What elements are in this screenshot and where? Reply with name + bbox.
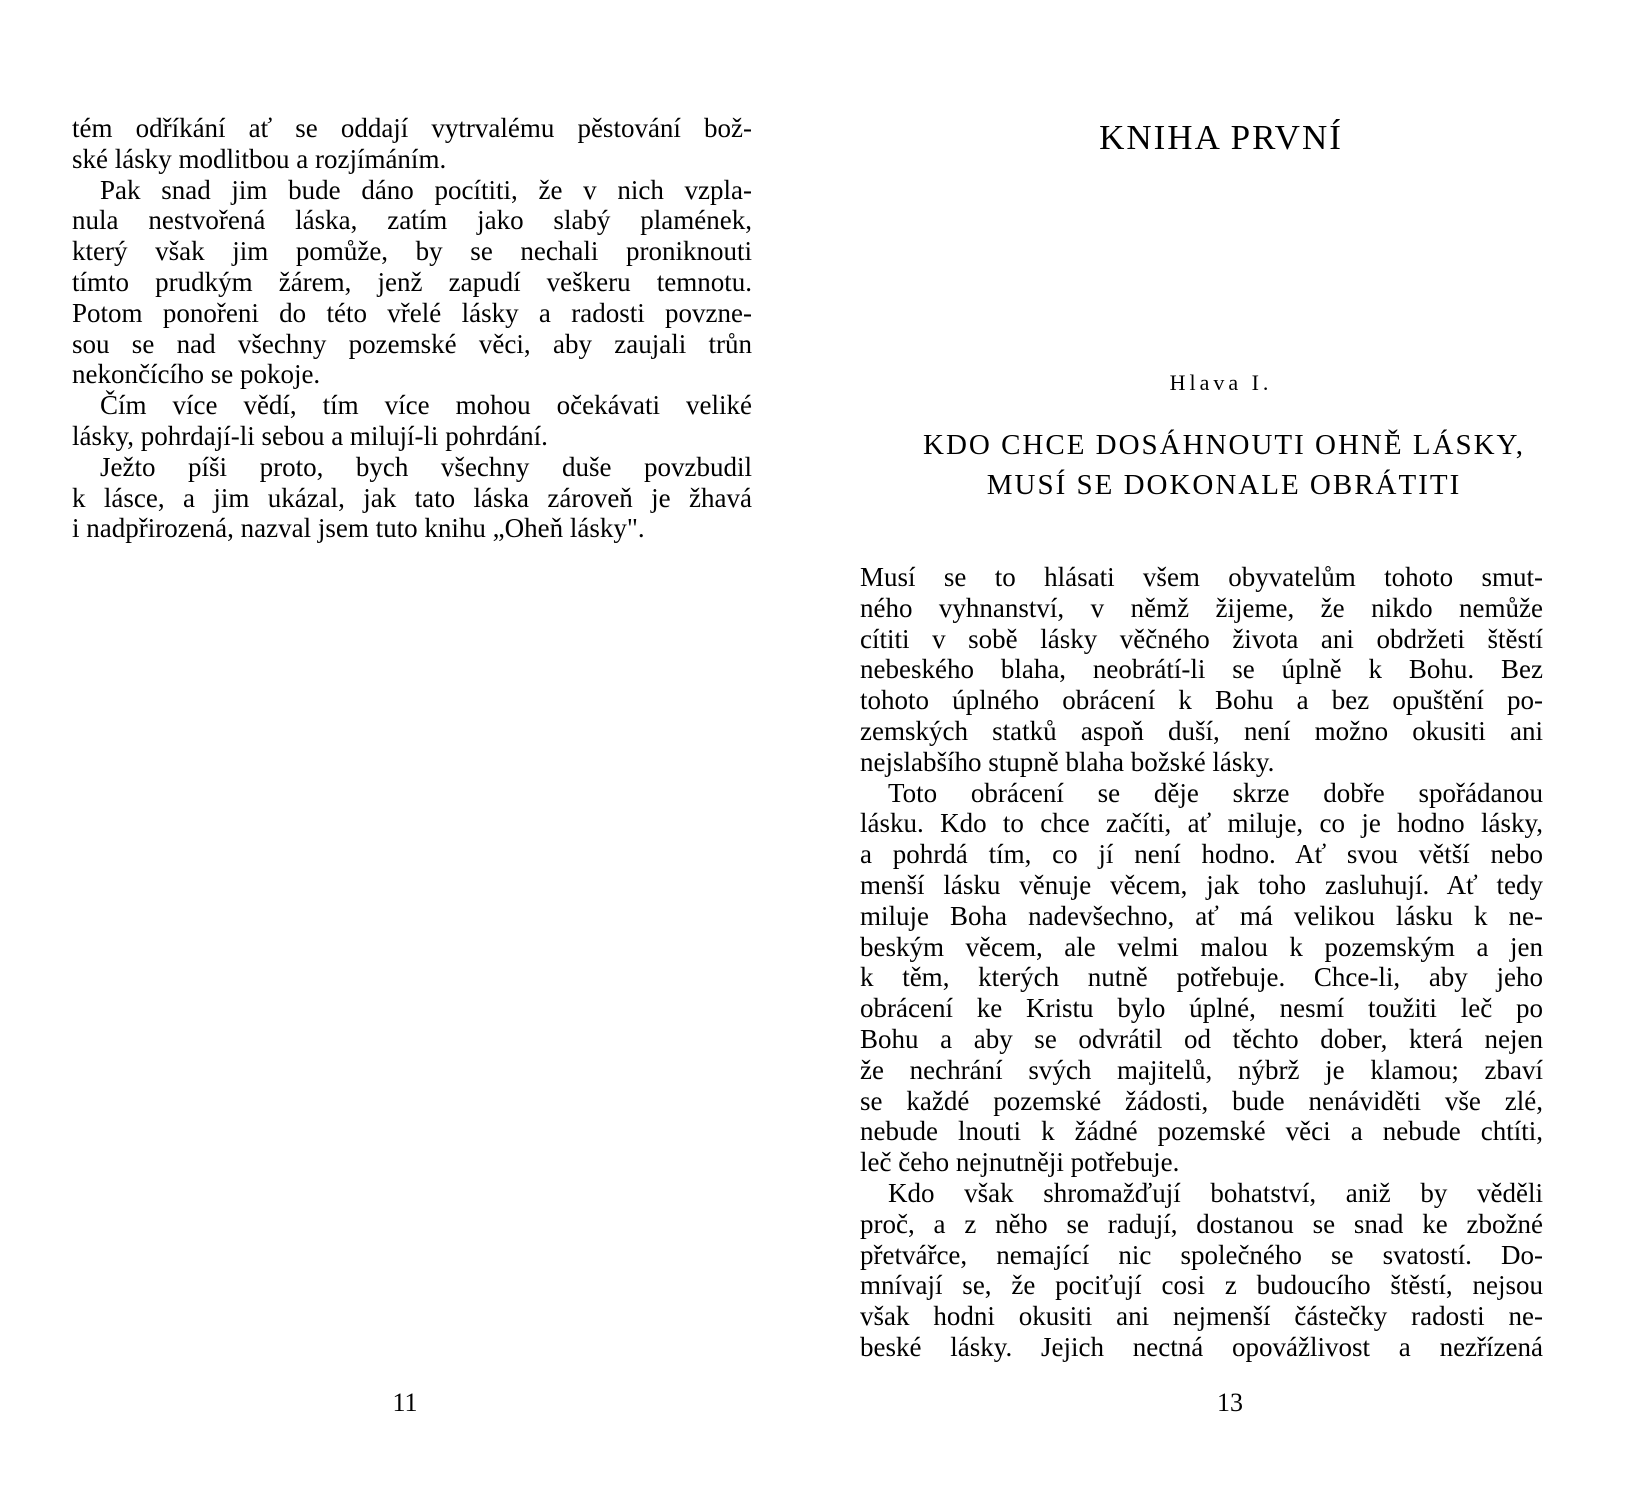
text-line: se každé pozemské žádosti, bude nenáviděti vše zlé,: [860, 1085, 1543, 1116]
text-line: který však jim pomůže, by se nechali proniknouti: [72, 236, 752, 267]
text-line: cítiti v sobě lásky věčného života ani obdržeti štěstí: [860, 623, 1543, 654]
text-line: Potom ponořeni do této vřelé lásky a radosti povzne-: [72, 297, 752, 328]
text-line: Musí se to hlásati všem obyvatelům tohoto smut-: [860, 562, 1543, 592]
text-line: mnívají se, že pociťují cosi z budoucího štěstí, nejsou: [860, 1270, 1543, 1301]
chapter-label: Hlava I.: [1169, 370, 1273, 395]
text-line: sou se nad všechny pozemské věci, aby zaujali trůn: [72, 328, 752, 359]
text-line: ské lásky modlitbou a rozjímáním.: [72, 143, 447, 174]
text-line: Kdo však shromažďují bohatství, aniž by věděli: [888, 1177, 1543, 1208]
chapter-title-line: KDO CHCE DOSÁHNOUTI OHNĚ LÁSKY,: [923, 429, 1525, 461]
text-line: zemských statků aspoň duší, není možno okusiti ani: [860, 715, 1543, 746]
text-line: nebeského blaha, neobrátí-li se úplně k Bohu. Bez: [860, 654, 1543, 685]
text-line: Bohu a aby se odvrátil od těchto dober, která nejen: [860, 1023, 1543, 1054]
text-line: přetvářce, nemající nic společného se svatostí. Do-: [860, 1239, 1543, 1270]
text-line: nebude lnouti k žádné pozemské věci a nebude chtíti,: [860, 1116, 1543, 1147]
text-line: nejslabšího stupně blaha božské lásky.: [860, 746, 1275, 777]
book-title: KNIHA PRVNÍ: [1099, 118, 1343, 157]
text-line: Ježto píši proto, bych všechny duše povzbudil: [100, 451, 752, 482]
text-line: ného vyhnanství, v němž žijeme, že nikdo nemůže: [860, 592, 1543, 623]
right-page-text: [860, 562, 1543, 1363]
chapter-title-line: MUSÍ SE DOKONALE OBRÁTITI: [986, 469, 1462, 501]
text-line: Pak snad jim bude dáno pocítiti, že v nich vzpla-: [100, 174, 752, 205]
text-line: lásku. Kdo to chce začíti, ať miluje, co je hodno lásky,: [860, 808, 1543, 839]
text-line: tímto prudkým žárem, jenž zapudí veškeru temnotu.: [72, 266, 752, 297]
text-line: beským věcem, ale velmi malou k pozemským a jen: [860, 931, 1543, 962]
text-line: leč čeho nejnutněji potřebuje.: [860, 1147, 1180, 1178]
text-line: Toto obrácení se děje skrze dobře spořádanou: [888, 777, 1543, 808]
text-line: Čím více vědí, tím více mohou očekávati veliké: [100, 390, 752, 421]
text-line: miluje Boha nadevšechno, ať má velikou lásku k ne-: [860, 900, 1543, 931]
right-page: [814, 0, 1628, 1500]
text-line: že nechrání svých majitelů, nýbrž je klamou; zbaví: [860, 1054, 1543, 1085]
chapter-title: [854, 425, 1594, 505]
text-line: k lásce, a jim ukázal, jak tato láska zároveň je žhavá: [72, 482, 752, 513]
text-line: tohoto úplného obrácení k Bohu a bez opuštění po-: [860, 685, 1543, 716]
text-line: menší lásku věnuje věcem, jak toho zasluhují. Ať tedy: [860, 869, 1543, 900]
page-number-left: 11: [392, 1388, 418, 1417]
text-line: a pohrdá tím, co jí není hodno. Ať svou větší nebo: [860, 839, 1543, 870]
text-line: lásky, pohrdají-li sebou a milují-li pohrdání.: [72, 420, 548, 451]
text-line: i nadpřirozená, nazval jsem tuto knihu „Oheň lásky".: [72, 513, 645, 544]
text-line: nula nestvořená láska, zatím jako slabý plamének,: [72, 205, 752, 236]
text-line: beské lásky. Jejich nectná opovážlivost a nezřízená: [860, 1331, 1543, 1362]
text-line: tém odříkání ať se oddají vytrvalému pěstování bož-: [72, 113, 752, 143]
text-line: obrácení ke Kristu bylo úplné, nesmí toužiti leč po: [860, 993, 1543, 1024]
text-line: k těm, kterých nutně potřebuje. Chce-li, aby jeho: [860, 962, 1543, 993]
page-number-right: 13: [1217, 1388, 1243, 1417]
text-line: však hodni okusiti ani nejmenší částečky radosti ne-: [860, 1301, 1543, 1332]
text-line: proč, a z něho se radují, dostanou se snad ke zbožné: [860, 1208, 1543, 1239]
left-page-text: [72, 113, 752, 544]
text-line: nekončícího se pokoje.: [72, 359, 321, 390]
